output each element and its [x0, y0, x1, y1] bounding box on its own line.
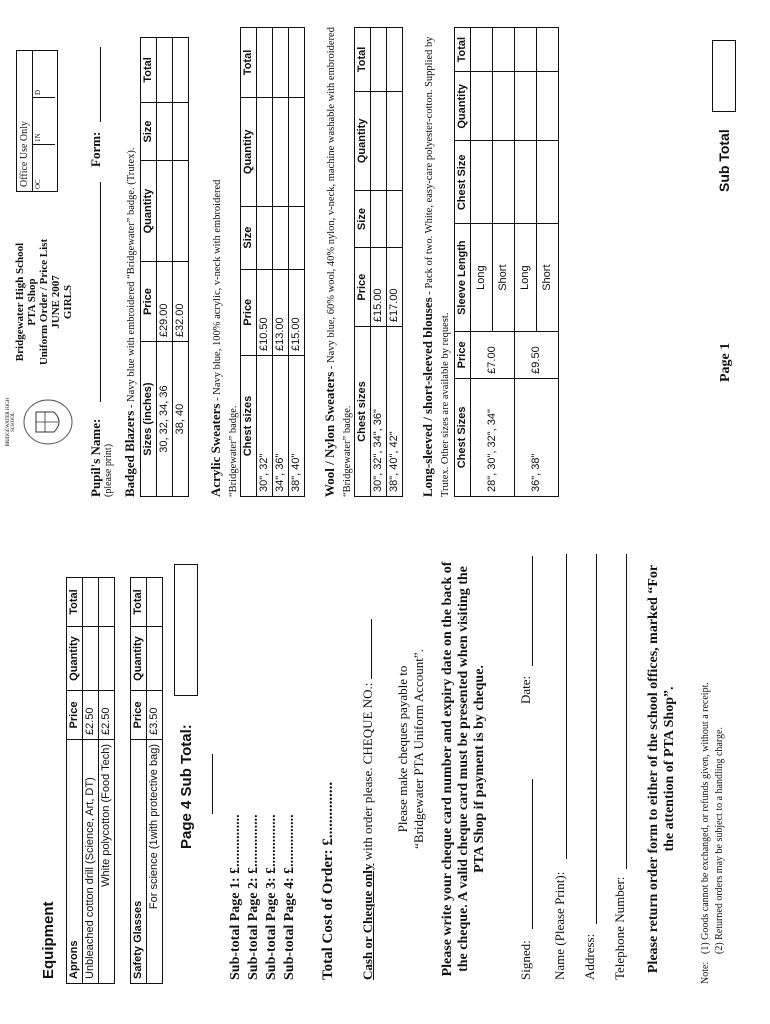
total-cell[interactable] [99, 578, 115, 627]
sleeve-cell: Long [515, 224, 537, 331]
sleeve-cell: Long [471, 224, 493, 331]
sleeve-cell: Short [493, 224, 515, 331]
quantity-cell[interactable] [537, 72, 559, 141]
col-header: Quantity [355, 91, 371, 190]
return-notice: Please return order form to either of the school offices, marked “For the attention of PTA Shop”. [646, 564, 677, 974]
price-cell: £29.00 [157, 261, 173, 341]
chest-cell: 30", 32", 34", 36" [371, 327, 387, 497]
total-cell[interactable] [273, 28, 289, 98]
col-header: Total [241, 28, 257, 98]
signed-field[interactable] [532, 779, 533, 929]
list-date: JUNE 2007 [50, 275, 62, 329]
sub-total-box[interactable] [712, 40, 736, 112]
quantity-cell[interactable] [99, 627, 115, 691]
address-label: Address: [582, 933, 597, 980]
col-header: Chest Sizes [455, 378, 471, 496]
col-header: Chest sizes [355, 327, 371, 497]
glasses-table [130, 577, 163, 984]
size-input-cell[interactable] [387, 190, 403, 247]
chest-cell: 38", 40" [289, 356, 305, 497]
size-cell: 30, 32, 34, 36 [157, 342, 173, 497]
telephone-field[interactable] [626, 554, 627, 869]
page-label: Page 1 [718, 342, 733, 382]
list-group: GIRLS [62, 284, 74, 320]
cheque-line-1: Please make cheques payable to [395, 665, 410, 833]
price-cell: £17.00 [387, 248, 403, 327]
table-row [99, 578, 115, 984]
chest-size-input[interactable] [515, 141, 537, 224]
quantity-cell[interactable] [387, 91, 403, 190]
quantity-header: Quantity [131, 627, 147, 691]
total-cell[interactable] [83, 578, 99, 627]
acrylic-title [208, 157, 240, 497]
name-field[interactable] [566, 554, 567, 859]
form-label: Form: [88, 131, 103, 167]
table-row [157, 38, 173, 497]
cash-rest: with order please. CHEQUE NO.: [360, 682, 375, 864]
please-print: (please print) [103, 443, 114, 497]
price-header: Price [67, 691, 83, 740]
acrylic-name: Acrylic Sweaters [208, 403, 223, 497]
table-row [289, 28, 305, 497]
divider [212, 754, 213, 814]
col-header: Sizes (inches) [141, 342, 157, 497]
address-field[interactable] [596, 554, 597, 924]
chest-size-input[interactable] [537, 141, 559, 224]
chest-size-input[interactable] [471, 141, 493, 224]
wool-name: Wool / Nylon Sweaters [322, 371, 337, 497]
office-use-box [16, 50, 58, 192]
signed-label: Signed: [518, 940, 533, 980]
total-cell[interactable] [289, 28, 305, 98]
quantity-cell[interactable] [257, 97, 273, 206]
size-cell: 38, 40 [173, 342, 189, 497]
col-header: Price [141, 261, 157, 341]
cash-lead: Cash or Cheque only [360, 863, 375, 980]
blazers-name: Badged Blazers [122, 410, 137, 497]
table-row [257, 28, 273, 497]
table-row [83, 578, 99, 984]
equipment-heading: Equipment [40, 901, 57, 979]
quantity-cell[interactable] [273, 97, 289, 206]
page-4 [0, 512, 770, 1024]
acrylic-table [240, 27, 305, 497]
item-price: £2.50 [99, 691, 115, 740]
quantity-cell[interactable] [371, 91, 387, 190]
total-cell[interactable] [371, 28, 387, 92]
total-cell[interactable] [157, 38, 173, 103]
aprons-table [66, 577, 115, 984]
date-label: Date: [518, 675, 533, 704]
wool-desc: - Navy blue, 60% wool, 40% nylon, v-neck, machine washable with embroidered “Bridgewater” badge. [326, 27, 353, 497]
sleeve-cell: Short [537, 224, 559, 331]
quantity-cell[interactable] [289, 97, 305, 206]
office-use-label: Office Use Only [17, 51, 33, 191]
price-cell: £10.50 [257, 269, 273, 355]
col-header: Price [355, 248, 371, 327]
price-cell: £13.00 [273, 269, 289, 355]
page4-subtotal-box[interactable] [174, 564, 198, 696]
table-row [147, 578, 163, 984]
note-2: (2) Returned orders may be subject to a handling charge. [714, 727, 725, 954]
total-header: Total [67, 578, 83, 627]
chest-cell: 28", 30", 32", 34" [471, 378, 515, 496]
item-price: £3.50 [147, 691, 163, 740]
total-cell[interactable] [387, 28, 403, 92]
quantity-header: Quantity [67, 627, 83, 691]
col-header: Total [455, 28, 471, 72]
size-input-cell[interactable] [289, 206, 305, 269]
price-cell: £7.00 [471, 331, 515, 378]
price-header: Price [131, 691, 147, 740]
cheque-line-2: “Bridgewater PTA Uniform Account”. [411, 649, 426, 849]
subtotal-page-2: Sub-total Page 2: £............... [246, 814, 261, 980]
office-col: OC [33, 144, 55, 191]
item-name: Unbleached cotton drill (Science, Art, DT) [83, 740, 99, 984]
aprons-header: Aprons [67, 740, 83, 984]
col-header: Size [141, 102, 157, 160]
sub-total-label: Sub Total [716, 129, 732, 192]
subtotal-page-3: Sub-total Page 3: £............... [264, 814, 279, 980]
page4-subtotal-label: Page 4 Sub Total: [178, 724, 195, 849]
table-row [387, 28, 403, 497]
col-header: Total [355, 28, 371, 92]
total-cell[interactable] [493, 28, 515, 72]
form-field[interactable] [100, 47, 101, 122]
total-cell[interactable] [471, 28, 493, 72]
office-col: 1N [33, 97, 55, 144]
size-input-cell[interactable] [273, 206, 289, 269]
total-cost: Total Cost of Order: £............... [320, 781, 336, 980]
col-header: Chest sizes [241, 356, 257, 497]
table-row [515, 28, 537, 497]
item-name: For science (1with protective bag) [147, 740, 163, 984]
price-cell: £32.00 [173, 261, 189, 341]
cheque-payable [395, 619, 427, 879]
date-field[interactable] [532, 556, 533, 666]
quantity-cell[interactable] [147, 627, 163, 691]
table-row [273, 28, 289, 497]
acrylic-desc: - Navy blue, 100% acrylic, v-neck with embroidered “Bridgewater” badge. [212, 179, 239, 497]
size-input-cell[interactable] [371, 190, 387, 247]
total-cell[interactable] [147, 578, 163, 627]
wool-table [354, 27, 403, 497]
payment-line [360, 619, 376, 980]
blazers-table [140, 37, 189, 497]
total-cell[interactable] [515, 28, 537, 72]
quantity-cell[interactable] [173, 161, 189, 262]
total-cell[interactable] [173, 38, 189, 103]
blouses-table [454, 27, 559, 497]
size-input-cell[interactable] [173, 102, 189, 160]
office-col: D [34, 89, 42, 95]
col-header: Size [355, 190, 371, 247]
school-header [14, 212, 74, 392]
chest-cell: 34", 36" [273, 356, 289, 497]
size-input-cell[interactable] [257, 206, 273, 269]
col-header: Quantity [241, 97, 257, 206]
quantity-cell[interactable] [83, 627, 99, 691]
quantity-cell[interactable] [157, 161, 173, 262]
quantity-cell[interactable] [493, 72, 515, 141]
col-header: Quantity [141, 161, 157, 262]
table-row [471, 28, 493, 497]
chest-cell: 30", 32" [257, 356, 273, 497]
cheque-no-field[interactable] [371, 619, 372, 679]
blazers-title [122, 27, 138, 497]
quantity-cell[interactable] [471, 72, 493, 141]
col-header: Sleeve Length [455, 224, 471, 331]
col-header: Price [241, 269, 257, 355]
chest-cell: 38", 40", 42" [387, 327, 403, 497]
price-cell: £9.50 [515, 331, 559, 378]
subtotal-page-4: Sub-total Page 4: £............... [282, 814, 297, 980]
price-cell: £15.00 [289, 269, 305, 355]
col-header: Chest Size [455, 141, 471, 224]
subtotal-page-1: Sub-total Page 1: £............... [228, 814, 243, 980]
total-cell[interactable] [537, 28, 559, 72]
name-label: Name (Please Print): [552, 871, 567, 980]
telephone-label: Telephone Number: [612, 876, 627, 980]
item-name: White polycotton (Food Tech) [99, 740, 115, 984]
glasses-header: Safety Glasses [131, 740, 147, 984]
blouses-desc: - Pack of two. White, easy-care polyester-cotton. Supplied by Trutex. Other sizes are available by request. [424, 36, 451, 497]
blouses-title [420, 27, 452, 497]
note-label: Note: [700, 961, 711, 984]
list-title: Uniform Order / Price List [38, 238, 50, 366]
total-header: Total [131, 578, 147, 627]
note-1: (1) Goods cannot be exchanged, or refunds given, without a receipt. [700, 682, 711, 954]
total-cell[interactable] [257, 28, 273, 98]
price-cell: £15.00 [371, 248, 387, 327]
table-row [371, 28, 387, 497]
wool-title [322, 27, 354, 497]
item-price: £2.50 [83, 691, 99, 740]
table-row [173, 38, 189, 497]
col-header: Price [455, 331, 471, 378]
crest-text: BRIDGEWATER HIGH SCHOOL [6, 397, 16, 447]
shop-name: PTA Shop [26, 278, 38, 326]
chest-size-input[interactable] [493, 141, 515, 224]
pupil-name-label: Pupil's Name: [88, 418, 103, 497]
school-crest-icon [18, 397, 76, 447]
blouses-name: Long-sleeved / short-sleeved blouses [420, 297, 435, 497]
size-input-cell[interactable] [157, 102, 173, 160]
chest-cell: 36", 38" [515, 378, 559, 496]
quantity-cell[interactable] [515, 72, 537, 141]
card-notice: Please write your cheque card number and expiry date on the back of the cheque. A valid cheque card must be presented when visiting the PTA Shop if payment is by cheque. [440, 561, 487, 977]
blazers-desc: - Navy blue with embroidered “Bridgewater” badge. (Trutex). [126, 147, 137, 411]
col-header: Size [241, 206, 257, 269]
school-name: Bridgewater High School [14, 242, 26, 362]
col-header: Total [141, 38, 157, 103]
pupil-name-field[interactable] [100, 182, 101, 402]
col-header: Quantity [455, 72, 471, 141]
